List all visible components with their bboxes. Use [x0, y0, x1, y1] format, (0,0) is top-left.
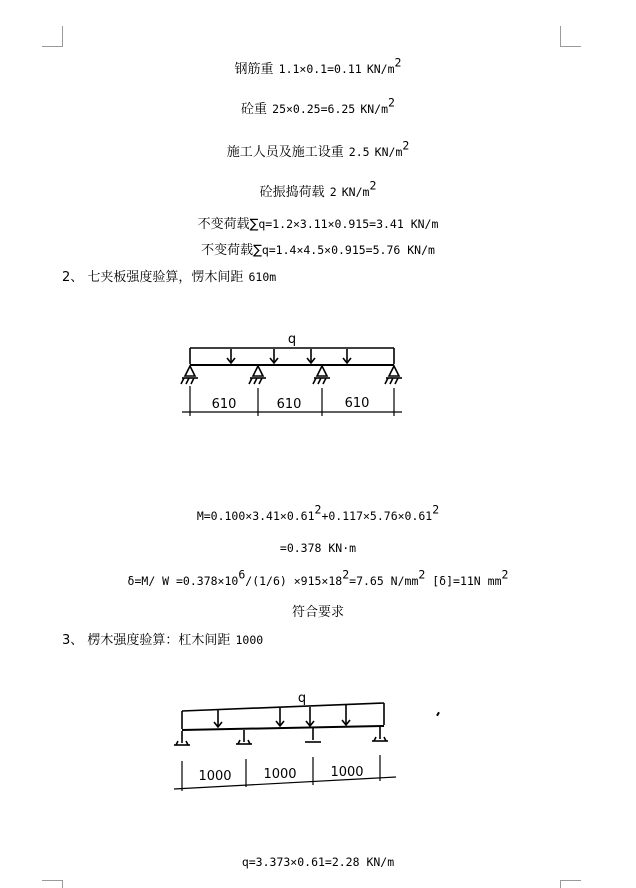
span-label: 1000	[330, 765, 364, 780]
span-label: 1000	[263, 767, 297, 782]
workers-load-line: 施工人员及施工设重 2.5 $KN/m^2$	[226, 138, 410, 160]
section-2-heading: 2、 七夹板强度验算，愣木间距 610m	[62, 270, 277, 285]
steel-load-line: 钢筋重 1.1×0.1=0.11 $KN/m^2$	[234, 55, 402, 77]
span-label: 610	[276, 397, 302, 412]
moment-formula: $M=0.100\times 3.41\times 0.61^2+0.117\times 5.76\times 0.61^2$	[196, 502, 440, 523]
section-3-heading: 3、 楞木强度验算：杠木间距 1000	[62, 633, 264, 648]
page-corner-mark	[42, 26, 63, 47]
q-load-line: q=3.373×0.61=2.28 KN/m	[241, 855, 395, 869]
load-label-q: q	[297, 691, 307, 706]
span-label: 610	[344, 396, 370, 411]
beam-diagram-1	[176, 328, 406, 424]
vibration-load-line: 砼振捣荷载 2 $KN/m^2$	[259, 178, 377, 200]
page-corner-mark	[560, 26, 581, 47]
load-label-q: q	[287, 332, 297, 347]
sum-load-line-1: 不变荷载∑q=1.2×3.11×0.915=3.41 KN/m	[197, 217, 439, 232]
moment-result: =0.378 KN·m	[279, 541, 357, 555]
beam-diagram-2	[168, 685, 404, 797]
conclusion-text: 符合要求	[291, 605, 344, 620]
sum-load-line-2: 不变荷载∑q=1.4×4.5×0.915=5.76 KN/m	[201, 243, 435, 258]
span-label: 610	[211, 397, 237, 412]
concrete-load-line: 砼重 25×0.25=6.25 $KN/m^2$	[241, 95, 395, 117]
span-label: 1000	[198, 769, 232, 784]
stress-formula: δ=M/ $W =0.378\times 10^6/(1/6) \times 915\times 18^2=7.65$ $N/mm^2$ [δ]=11N $mm^2$	[127, 567, 509, 588]
stray-mark	[436, 712, 440, 716]
